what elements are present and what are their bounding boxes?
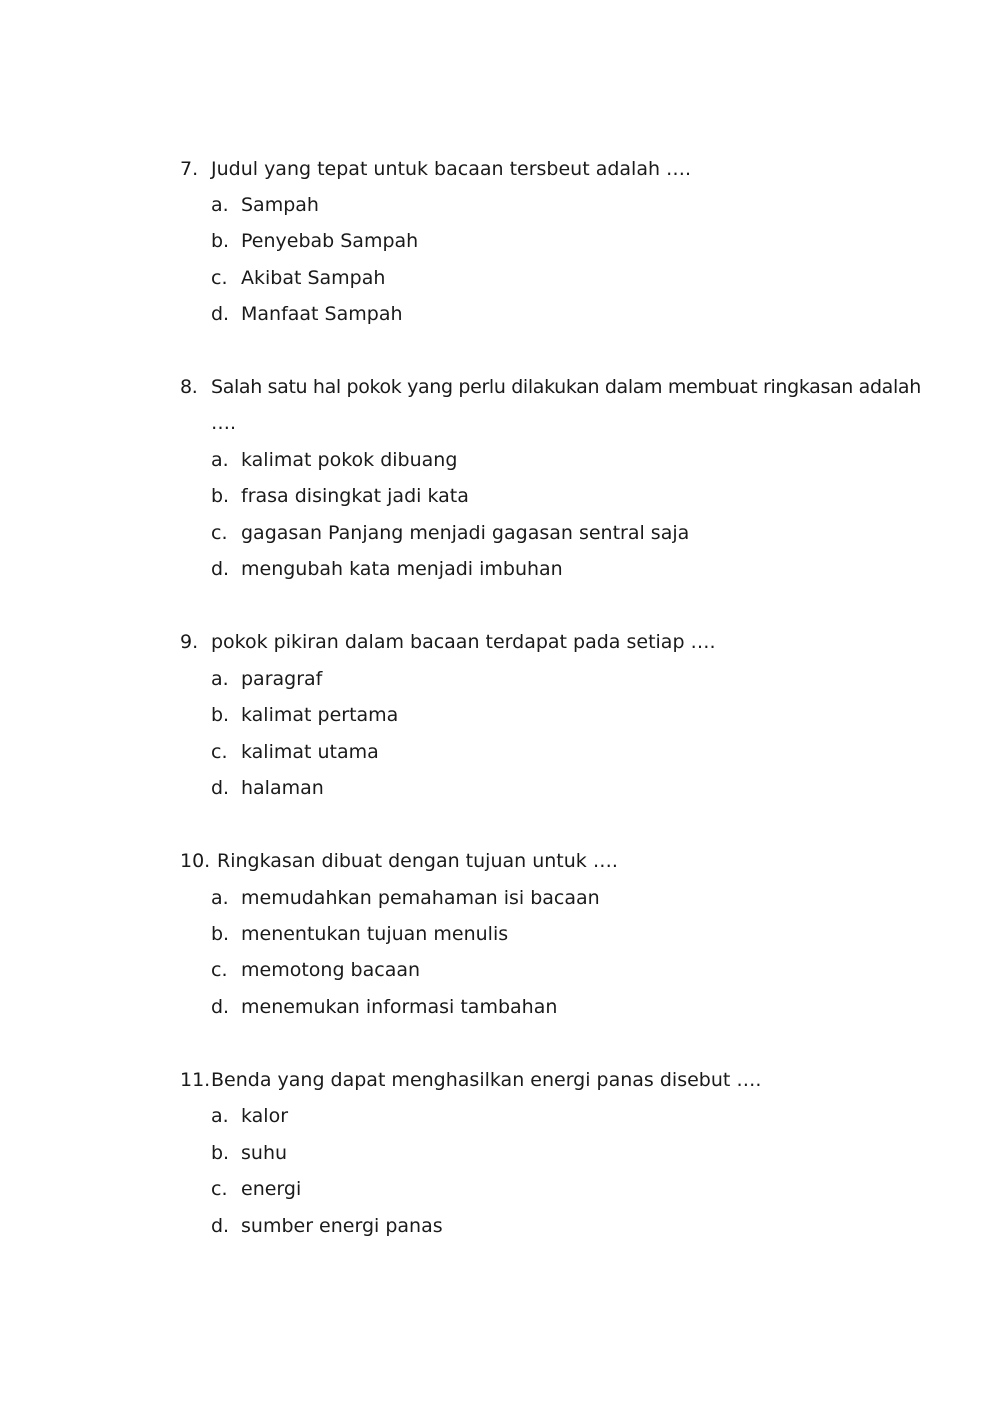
option-7b[interactable] bbox=[211, 229, 418, 253]
option-10d[interactable] bbox=[211, 995, 557, 1019]
question-7-stem bbox=[180, 157, 691, 181]
option-text: menentukan tujuan menulis bbox=[241, 923, 509, 945]
question-text: Ringkasan dibuat dengan tujuan untuk …. bbox=[217, 850, 618, 872]
option-11d[interactable] bbox=[211, 1214, 443, 1238]
option-10a[interactable] bbox=[211, 886, 600, 910]
option-letter: c. bbox=[211, 959, 228, 981]
question-text: pokok pikiran dalam bacaan terdapat pada setiap …. bbox=[211, 631, 716, 653]
option-letter: a. bbox=[211, 668, 229, 690]
option-text: kalor bbox=[241, 1105, 289, 1127]
option-text: gagasan Panjang menjadi gagasan sentral saja bbox=[241, 522, 690, 544]
option-11b[interactable] bbox=[211, 1141, 287, 1165]
option-text: suhu bbox=[241, 1142, 288, 1164]
option-letter: b. bbox=[211, 704, 230, 726]
question-8-continuation: …. bbox=[211, 412, 237, 434]
option-9c[interactable] bbox=[211, 740, 379, 764]
option-letter: b. bbox=[211, 230, 230, 252]
question-11-stem bbox=[180, 1068, 761, 1092]
option-7d[interactable] bbox=[211, 302, 403, 326]
option-letter: b. bbox=[211, 485, 230, 507]
option-text: halaman bbox=[241, 777, 324, 799]
option-11a[interactable] bbox=[211, 1104, 288, 1128]
option-10c[interactable] bbox=[211, 958, 420, 982]
option-8a[interactable] bbox=[211, 448, 457, 472]
option-9a[interactable] bbox=[211, 667, 322, 691]
option-text: memotong bacaan bbox=[241, 959, 421, 981]
option-8d[interactable] bbox=[211, 557, 563, 581]
question-10-stem bbox=[180, 849, 618, 873]
option-letter: a. bbox=[211, 194, 229, 216]
question-number: 10. bbox=[180, 850, 211, 872]
question-9-stem bbox=[180, 630, 716, 654]
option-letter: c. bbox=[211, 267, 228, 289]
option-letter: d. bbox=[211, 303, 230, 325]
option-letter: a. bbox=[211, 1105, 229, 1127]
option-text: kalimat pertama bbox=[241, 704, 399, 726]
option-text: Akibat Sampah bbox=[241, 267, 386, 289]
option-text: sumber energi panas bbox=[241, 1215, 443, 1237]
option-text: memudahkan pemahaman isi bacaan bbox=[241, 887, 600, 909]
option-text: paragraf bbox=[241, 668, 323, 690]
question-number: 7. bbox=[180, 158, 199, 180]
question-text: Judul yang tepat untuk bacaan tersbeut adalah …. bbox=[211, 158, 692, 180]
option-text: Manfaat Sampah bbox=[241, 303, 403, 325]
option-9d[interactable] bbox=[211, 776, 324, 800]
option-text: kalimat utama bbox=[241, 741, 379, 763]
option-letter: a. bbox=[211, 449, 229, 471]
option-text: kalimat pokok dibuang bbox=[241, 449, 458, 471]
option-text: energi bbox=[241, 1178, 302, 1200]
option-8b[interactable] bbox=[211, 484, 469, 508]
option-8c[interactable] bbox=[211, 521, 689, 545]
question-number: 9. bbox=[180, 631, 199, 653]
question-text: Benda yang dapat menghasilkan energi panas disebut …. bbox=[211, 1069, 762, 1091]
option-text: menemukan informasi tambahan bbox=[241, 996, 558, 1018]
option-letter: d. bbox=[211, 996, 230, 1018]
option-letter: c. bbox=[211, 1178, 228, 1200]
question-8-stem bbox=[180, 375, 921, 399]
option-7a[interactable] bbox=[211, 193, 319, 217]
option-letter: a. bbox=[211, 887, 229, 909]
option-11c[interactable] bbox=[211, 1177, 301, 1201]
option-letter: d. bbox=[211, 1215, 230, 1237]
option-letter: c. bbox=[211, 522, 228, 544]
option-text: Sampah bbox=[241, 194, 319, 216]
option-letter: c. bbox=[211, 741, 228, 763]
option-text: frasa disingkat jadi kata bbox=[241, 485, 469, 507]
option-letter: b. bbox=[211, 923, 230, 945]
option-text: mengubah kata menjadi imbuhan bbox=[241, 558, 563, 580]
question-number: 8. bbox=[180, 376, 198, 398]
option-9b[interactable] bbox=[211, 703, 398, 727]
option-letter: d. bbox=[211, 777, 230, 799]
option-letter: d. bbox=[211, 558, 230, 580]
option-7c[interactable] bbox=[211, 266, 385, 290]
option-text: Penyebab Sampah bbox=[241, 230, 419, 252]
question-text: Salah satu hal pokok yang perlu dilakukan dalam membuat ringkasan adalah bbox=[211, 376, 921, 398]
option-letter: b. bbox=[211, 1142, 230, 1164]
question-number: 11. bbox=[180, 1069, 211, 1091]
option-10b[interactable] bbox=[211, 922, 508, 946]
